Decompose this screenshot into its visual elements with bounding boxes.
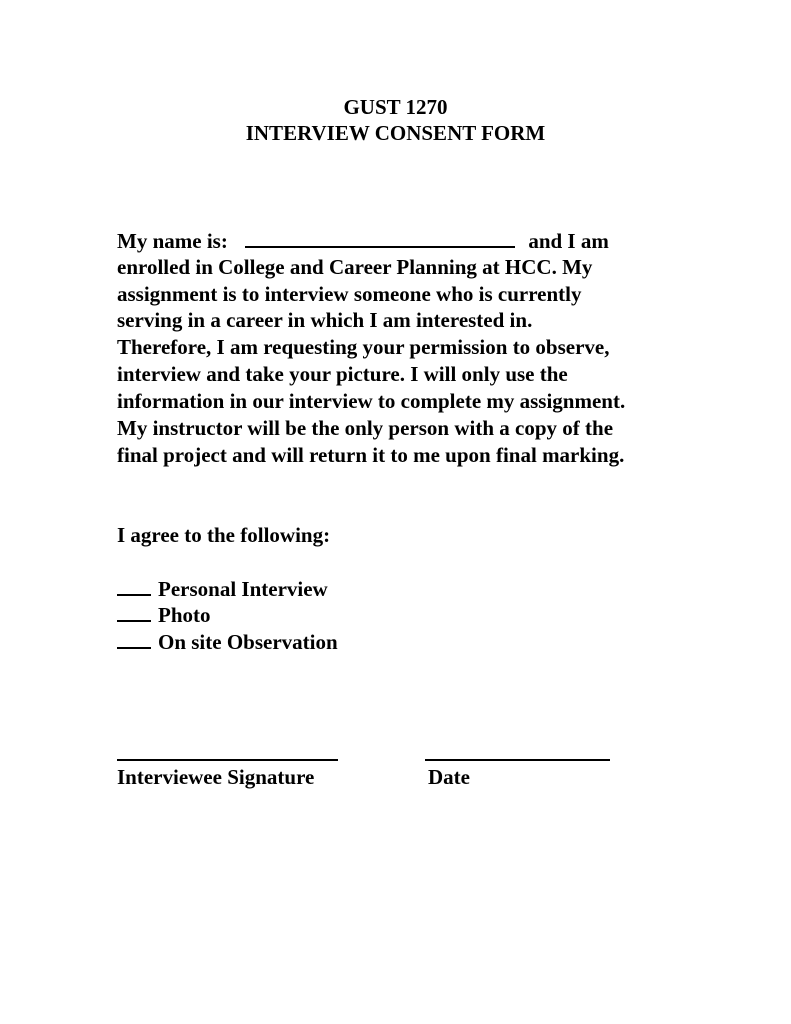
paragraph-line: My instructor will be the only person with a copy of the <box>117 416 614 440</box>
option-checkbox-blank[interactable] <box>117 629 151 649</box>
date-label: Date <box>428 765 470 789</box>
paragraph-line: enrolled in College and Career Planning at HCC. My <box>117 255 593 279</box>
name-label: My name is: <box>117 229 228 253</box>
option-label: On site Observation <box>158 630 338 654</box>
option-on-site-observation <box>117 629 338 655</box>
name-field[interactable] <box>245 228 515 248</box>
paragraph-line: interview and take your picture. I will only use the <box>117 362 568 386</box>
name-suffix: and I am <box>528 229 609 253</box>
option-personal-interview <box>117 576 328 602</box>
paragraph-line: assignment is to interview someone who is currently <box>117 282 582 306</box>
agree-heading: I agree to the following: <box>117 523 331 547</box>
course-code-title: GUST 1270 <box>343 95 448 119</box>
option-checkbox-blank[interactable] <box>117 602 151 622</box>
paragraph-line: final project and will return it to me upon final marking. <box>117 443 625 467</box>
form-title: INTERVIEW CONSENT FORM <box>245 121 546 145</box>
paragraph-line: Therefore, I am requesting your permission to observe, <box>117 335 610 359</box>
signature-field[interactable] <box>117 759 338 761</box>
option-checkbox-blank[interactable] <box>117 576 151 596</box>
paragraph-line: information in our interview to complete my assignment. <box>117 389 626 413</box>
option-label: Personal Interview <box>158 577 328 601</box>
signature-label: Interviewee Signature <box>117 765 315 789</box>
option-photo <box>117 602 211 628</box>
option-label: Photo <box>158 603 211 627</box>
paragraph-line: serving in a career in which I am interested in. <box>117 308 533 332</box>
name-line <box>117 228 609 254</box>
date-field[interactable] <box>425 759 610 761</box>
